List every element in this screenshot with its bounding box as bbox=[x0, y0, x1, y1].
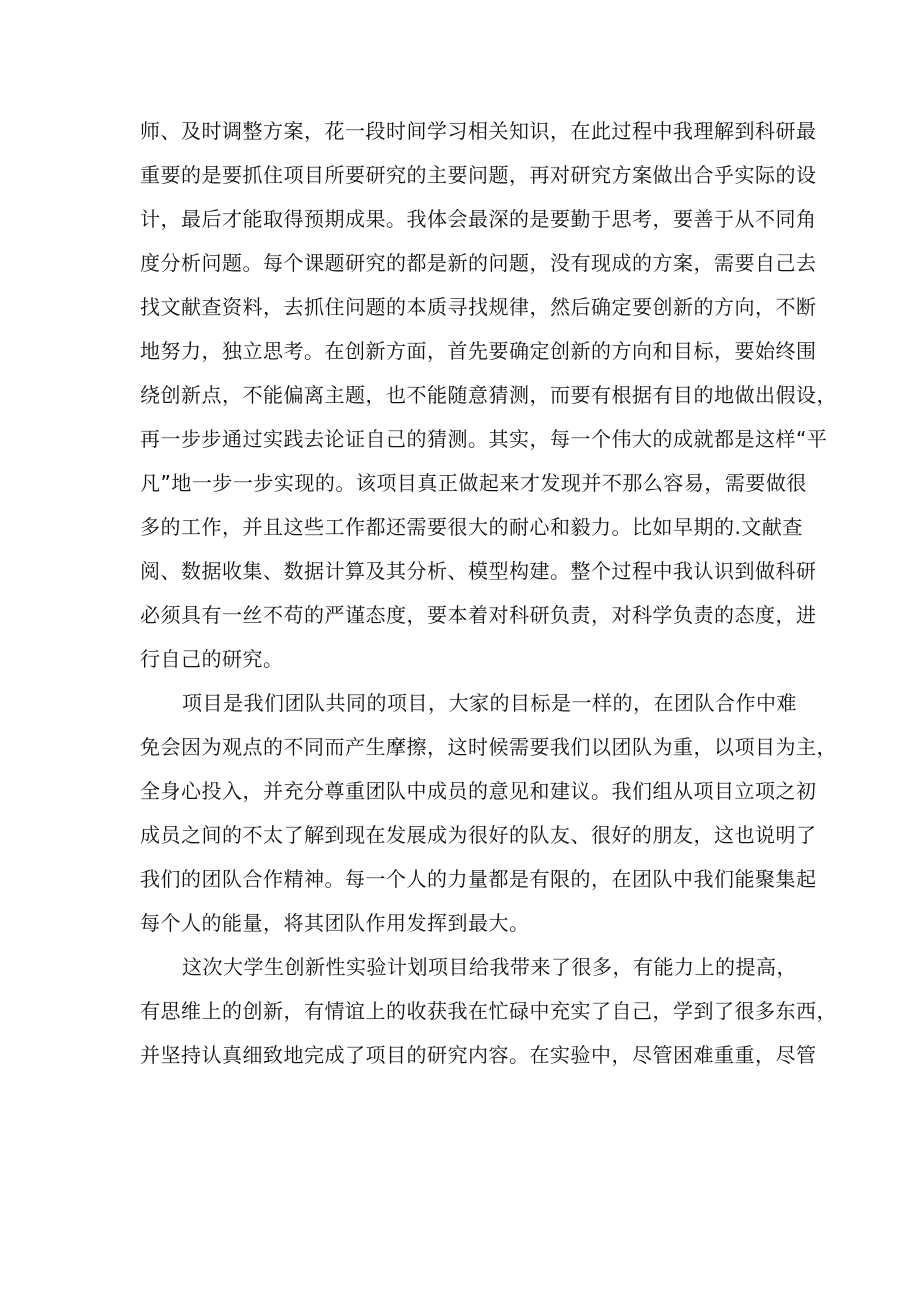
paragraph-line: 有思维上的创新，有情谊上的收获我在忙碌中充实了自己，学到了很多东西， bbox=[140, 999, 837, 1023]
paragraph-line: 师、及时调整方案，花一段时间学习相关知识，在此过程中我理解到科研最 bbox=[140, 119, 817, 143]
paragraph-line: 这次大学生创新性实验计划项目给我带来了很多，有能力上的提高， bbox=[182, 955, 797, 979]
paragraph-line: 绕创新点，不能偏离主题，也不能随意猜测，而要有根据有目的地做出假设， bbox=[140, 383, 837, 407]
paragraph-line: 并坚持认真细致地完成了项目的研究内容。在实验中，尽管困难重重，尽管 bbox=[140, 1043, 817, 1067]
paragraph-line: 计，最后才能取得预期成果。我体会最深的是要勤于思考，要善于从不同角 bbox=[140, 207, 817, 231]
paragraph-line: 再一步步通过实践去论证自己的猜测。其实，每一个伟大的成就都是这样“平 bbox=[140, 427, 828, 451]
paragraph-line: 多的工作，并且这些工作都还需要很大的耐心和毅力。比如早期的.文献查 bbox=[140, 515, 803, 539]
paragraph-line: 找文献查资料，去抓住问题的本质寻找规律，然后确定要创新的方向，不断 bbox=[140, 295, 817, 319]
paragraph-line: 度分析问题。每个课题研究的都是新的问题，没有现成的方案，需要自己去 bbox=[140, 251, 817, 275]
paragraph-line: 我们的团队合作精神。每一个人的力量都是有限的，在团队中我们能聚集起 bbox=[140, 867, 817, 891]
paragraph-line: 凡”地一步一步实现的。该项目真正做起来才发现并不那么容易，需要做很 bbox=[140, 471, 807, 495]
paragraph-line: 成员之间的不太了解到现在发展成为很好的队友、很好的朋友，这也说明了 bbox=[140, 823, 817, 847]
paragraph-line: 全身心投入，并充分尊重团队中成员的意见和建议。我们组从项目立项之初 bbox=[140, 779, 817, 803]
paragraph-line: 阅、数据收集、数据计算及其分析、模型构建。整个过程中我认识到做科研 bbox=[140, 559, 817, 583]
paragraph-line: 每个人的能量，将其团队作用发挥到最大。 bbox=[140, 911, 530, 935]
paragraph-line: 项目是我们团队共同的项目，大家的目标是一样的，在团队合作中难 bbox=[182, 691, 797, 715]
paragraph-line: 必须具有一丝不苟的严谨态度，要本着对科研负责，对科学负责的态度，进 bbox=[140, 603, 817, 627]
paragraph-line: 重要的是要抓住项目所要研究的主要问题，再对研究方案做出合乎实际的设 bbox=[140, 163, 817, 187]
paragraph-line: 地努力，独立思考。在创新方面，首先要确定创新的方向和目标，要始终围 bbox=[140, 339, 817, 363]
paragraph-line: 免会因为观点的不同而产生摩擦，这时候需要我们以团队为重，以项目为主， bbox=[140, 735, 837, 759]
paragraph-line: 行自己的研究。 bbox=[140, 647, 284, 671]
